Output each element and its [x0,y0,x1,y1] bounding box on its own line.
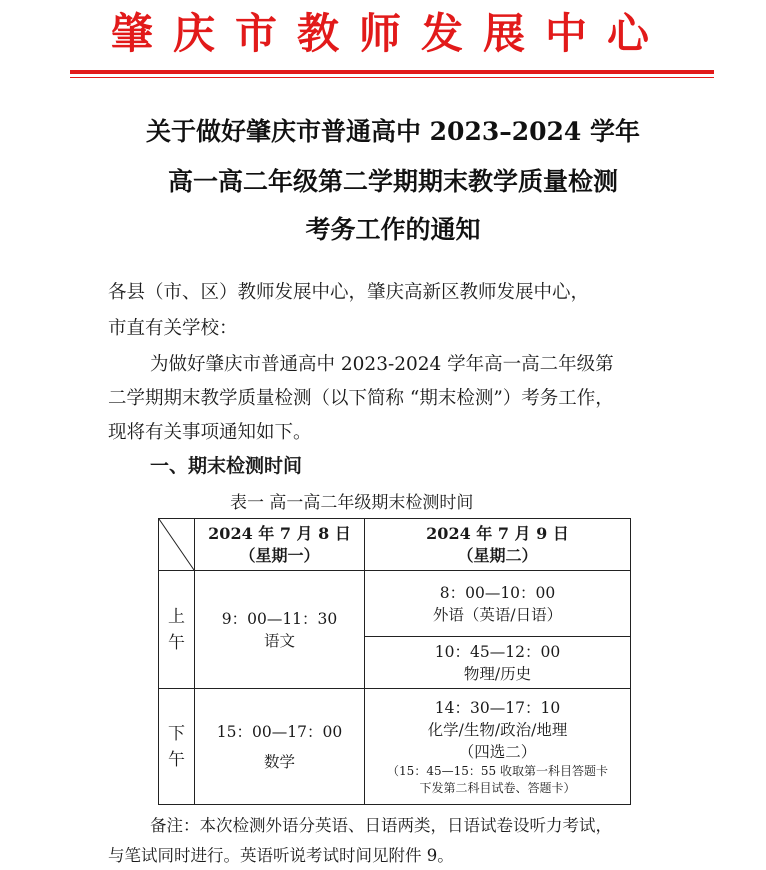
header-day1-date: 2024 年 7 月 8 日 [208,523,351,543]
org-letterhead: 肇庆市教师发展中心 [110,9,669,58]
header-day1 [195,519,365,571]
exam-schedule-table [158,518,631,805]
address-line2: 市直有关学校： [108,318,238,339]
cell-am-day1 [195,571,365,689]
am-day1-subject: 语文 [263,631,295,650]
pm-day1-time: 15：00—17：00 [216,722,343,741]
section1-heading: 一、期末检测时间 [150,455,303,477]
am-day2-slot1-time: 8：00—10：00 [439,583,556,602]
period-am-char1: 上 [168,606,185,627]
header-day2-date: 2024 年 7 月 9 日 [426,523,569,543]
cell-pm-day2 [365,689,631,805]
period-label-pm [159,689,195,805]
pm-day2-note-line2: 下发第二科目试卷、答题卡） [419,780,576,795]
remark-line2: 与笔试同时进行。英语听说考试时间见附件 9。 [108,846,454,865]
pm-day2-time: 14：30—17：10 [434,698,561,717]
table-row-am-1 [159,571,631,637]
period-pm-char2: 午 [168,749,185,770]
table-header-row [159,519,631,571]
doc-title-line3: 考务工作的通知 [305,215,481,244]
period-pm-char1: 下 [168,723,185,744]
cell-am-day2-slot1 [365,571,631,637]
period-label-am [159,571,195,689]
pm-day2-choice: （四选二） [458,742,537,761]
cell-pm-day1 [195,689,365,805]
table-row-pm [159,689,631,805]
pm-day2-note-line1: （15：45—15：55 收取第一科目答题卡 [387,763,608,778]
header-day1-weekday: （星期一） [239,545,320,565]
intro-line2: 二学期期末教学质量检测（以下简称 “期末检测”）考务工作， [108,388,614,409]
doc-title-line2: 高一高二年级第二学期期末教学质量检测 [167,167,618,196]
doc-title-line1: 关于做好肇庆市普通高中 2023–2024 学年 [145,117,641,146]
header-day2-weekday: （星期二） [457,545,538,565]
am-day2-slot1-subject: 外语（英语/日语） [432,605,563,624]
diagonal-corner-cell [159,519,195,571]
letterhead-rule-thin [70,77,714,78]
address-line1: 各县（市、区）教师发展中心，肇庆高新区教师发展中心， [108,282,590,303]
am-day2-slot2-subject: 物理/历史 [463,664,532,683]
remark-line1: 备注：本次检测外语分英语、日语两类，日语试卷设听力考试， [150,816,612,835]
am-day1-time: 9：00—11：30 [221,609,338,628]
pm-day2-subject: 化学/生物/政治/地理 [427,720,568,739]
period-am-char2: 午 [168,632,185,653]
pm-day1-subject: 数学 [263,752,295,771]
am-day2-slot2-time: 10：45—12：00 [434,642,561,661]
header-day2 [365,519,631,571]
intro-line1: 为做好肇庆市普通高中 2023-2024 学年高一高二年级第 [150,354,614,375]
table-caption: 表一 高一高二年级期末检测时间 [230,493,474,513]
letterhead-rule-thick [70,70,714,74]
cell-am-day2-slot2 [365,637,631,689]
intro-line3: 现将有关事项通知如下。 [108,422,312,443]
